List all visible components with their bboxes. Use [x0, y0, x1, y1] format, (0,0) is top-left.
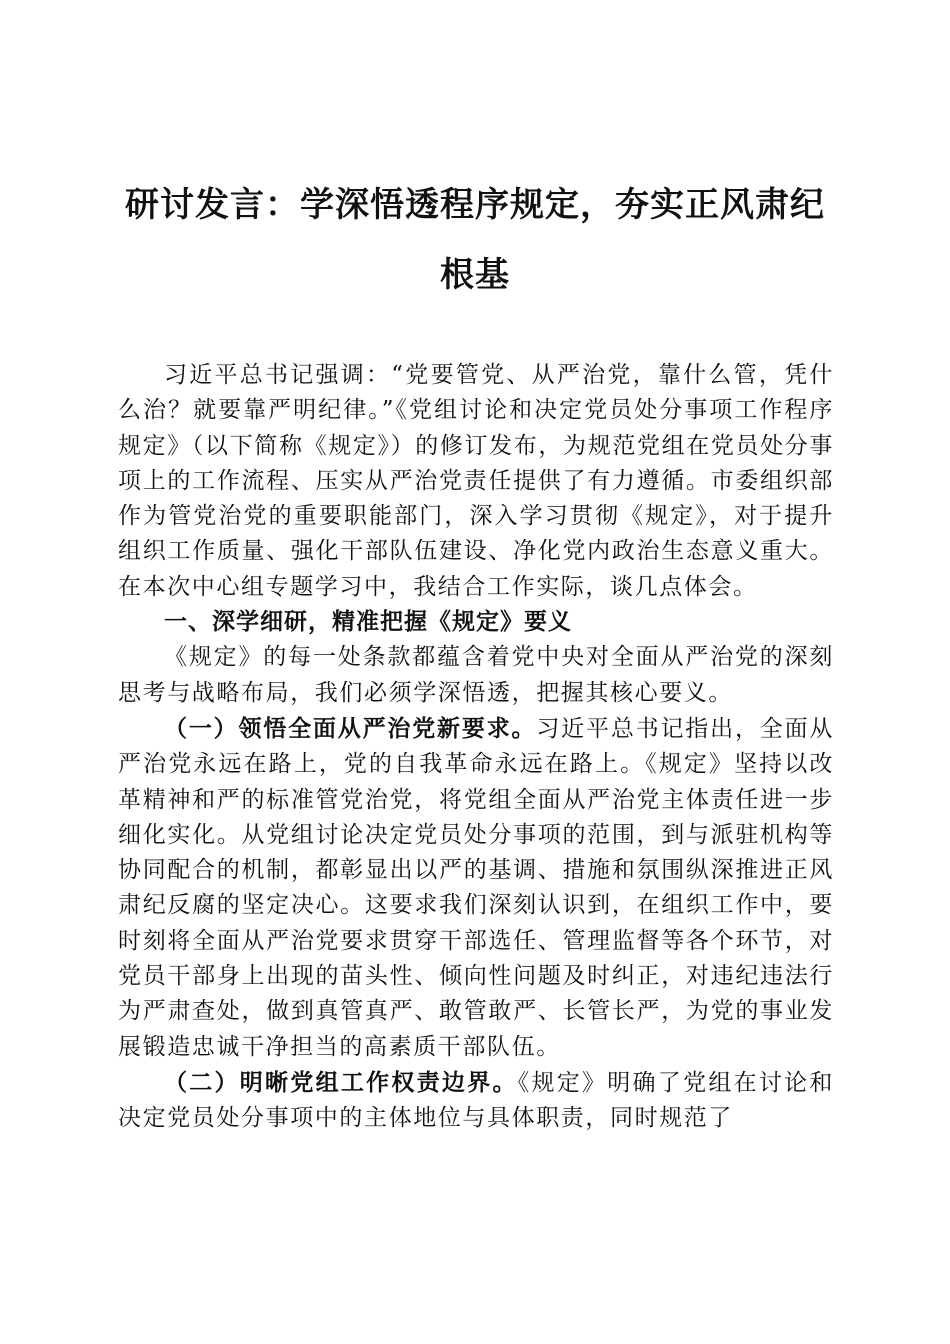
document-body	[118, 358, 834, 1137]
point-1-text: 习近平总书记指出，全面从严治党永远在路上，党的自我革命永远在路上。《规定》坚持以改革精神和严的标准管党治党，将党组全面从严治党主体责任进一步细化实化。从党组讨论决定党员处分事项的范围，到与派驻机构等协同配合的机制，都彰显出以严的基调、措施和氛围纵深推进正风肃纪反腐的坚定决心。这要求我们深刻认识到，在组织工作中，要时刻将全面从严治党要求贯穿干部选任、管理监督等各个环节，对党员干部身上出现的苗头性、倾向性问题及时纠正，对违纪违法行为严肃查处，做到真管真严、敢管敢严、长管长严，为党的事业发展锻造忠诚干净担当的高素质干部队伍。	[118, 715, 835, 1060]
section-1-paragraph: 《规定》的每一处条款都蕴含着党中央对全面从严治党的深刻思考与战略布局，我们必须学深悟透，把握其核心要义。	[118, 644, 834, 706]
point-1-paragraph	[118, 711, 834, 1065]
point-2-text: 《规定》明确了党组在讨论和决定党员处分事项中的主体地位与具体职责，同时规范了	[118, 1069, 834, 1132]
document-title: 研讨发言：学深悟透程序规定，夯实正风肃纪根基	[125, 185, 825, 295]
point-1-lead: （一）领悟全面从严治党新要求。	[164, 714, 537, 742]
point-2-paragraph	[118, 1065, 834, 1137]
section-heading-1: 一、深学细研，精准把握《规定》要义	[164, 609, 572, 636]
point-2-lead: （二）明晰党组工作权责边界。	[164, 1068, 518, 1096]
intro-paragraph: 习近平总书记强调：“党要管党、从严治党，靠什么管，凭什么治？就要靠严明纪律。”《党组讨论和决定党员处分事项工作程序规定》（以下简称《规定》）的修订发布，为规范党组在党员处分事项上的工作流程、压实从严治党责任提供了有力遵循。市委组织部作为管党治党的重要职能部门，深入学习贯彻《规定》，对于提升组织工作质量、强化干部队伍建设、净化党内政治生态意义重大。在本次中心组专题学习中，我结合工作实际，谈几点体会。	[118, 362, 834, 600]
